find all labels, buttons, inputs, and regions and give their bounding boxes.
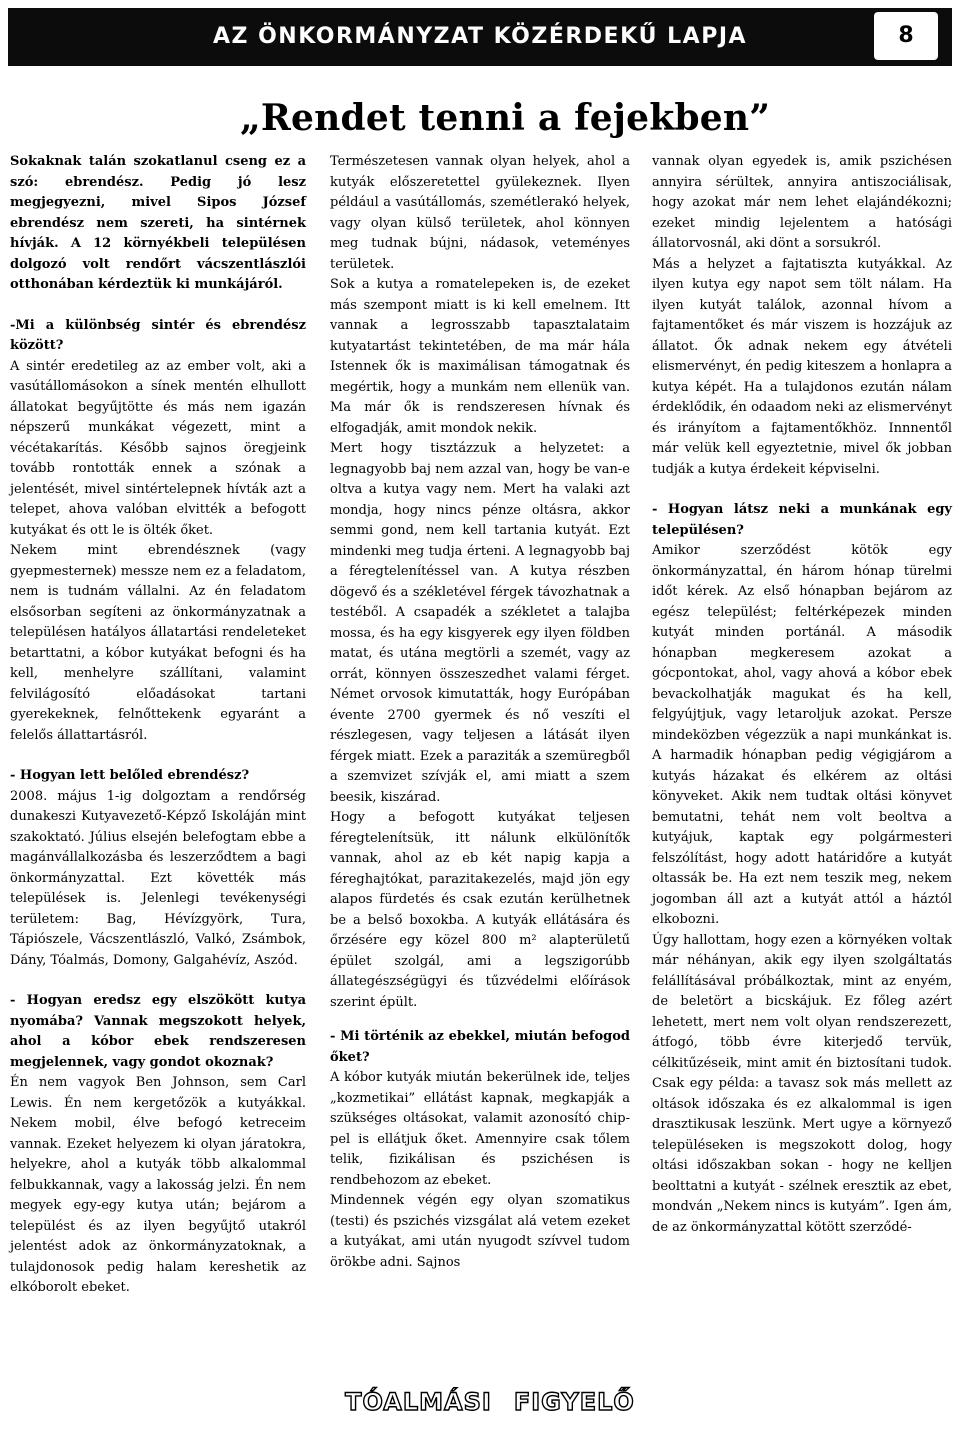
article-lead: Sokaknak talán szokatlanul cseng ez a szó: ebrendész. Pedig jó lesz megjegyezni, mivel Sipos József ebrendész nem szereti, ha sintérnek hívják. A 12 környékbeli településen dolgozó volt rendőrt vácszentlászlói otthonában kérdeztük ki munkájáról. bbox=[10, 154, 306, 292]
interview-answer: Mindennek végén egy olyan szomatikus (testi) és pszichés vizsgálat alá vetem ezeket a kutyákat, ami után nyugodt szívvel tudom örökbe adni. Sajnos bbox=[330, 1193, 630, 1270]
interview-answer: 2008. május 1-ig dolgoztam a rendőrség dunakeszi Kutyavezető-Képző Iskoláján mint szakoktató. Július elsején belefogtam ebbe a magánvállalkozásba és leszerződtem a bagi önkormányzattal. Ezt követték más települések is. Jelenlegi tevékenységi területem: Bag, Hévízgyörk, Tura, Tápiószele, Vácszentlászló, Valkó, Zsámbok, Dány, Tóalmás, Domony, Galgahévíz, Aszód. bbox=[10, 788, 306, 968]
interview-answer: Más a helyzet a fajtatiszta kutyákkal. Az ilyen kutya egy napot sem tölt nálam. Ha ilyen kutyát találok, azonnal hívom a fajtamentőket és már viszem is hozzájuk az állatot. Ők adnak nekem egy átvételi elismervényt, én pedig kiteszem a honlapra a kutya képét. Ha a tulajdonos ezután nálam érdeklődik, én odaadom neki az elismervényt és irányítom a fajtamentőkhöz. Innnentől már velük kell egyeztetnie, mivel ők jobban tudják a kutya érdekeit képviselni. bbox=[652, 256, 952, 477]
interview-answer: A sintér eredetileg az az ember volt, aki a vasútállomásokon a sínek mentén elhullott állatokat begyűjtötte és más nem igazán népszerű munkákat végezett, mint a vécétakarítás. Később sajnos öregjeink tovább rontották ennek a szónak a jelentését, mivel sintértelepnek hívták azt a telepet, ahova valóban elvitték a befogott kutyákat és ott le is ölték őket. bbox=[10, 358, 306, 538]
interview-answer: Mert hogy tisztázzuk a helyzetet: a legnagyobb baj nem azzal van, hogy be van-e oltva a kutya vagy nem. Mert ha valaki azt mondja, hogy nincs pénze oltásra, akkor semmi gond, nem kell tartania kutyát. Ezt mindenki meg tudja érteni. A legnagyobb baj a féregtelenítéssel van. A kutya részben dögevő és a székletével férgek távozhatnak a testéből. A csapadék a székletet a talajba mossa, és ha egy kisgyerek egy ilyen földben matat, és utána megtörli a szemét, vagy az orrát, könnyen összeszedhet valami férget. Német orvosok kimutatták, hogy Európában évente 2700 gyermek és nő veszíti el részlegesen, vagy teljesen a látását ilyen férgek miatt. Ezek a paraziták a szemüregből a szemvizet szívják el, ami miatt a szem beesik, kiszárad. bbox=[330, 441, 630, 805]
interview-answer: vannak olyan egyedek is, amik pszichésen annyira sérültek, annyira antiszociálisak, hogy azokat már nem lehet elajándékozni; ezeket mindig lejelentem a hatósági állatorvosnál, aki dönt a sorsukról. bbox=[652, 154, 952, 251]
interview-answer: Természetesen vannak olyan helyek, ahol a kutyák előszeretettel gyülekeznek. Ilyen például a vasútállomás, szemétlerakó helyek, vagy olyan külső területek, ahol könnyen meg tudnak bújni, nádasok, veteményes területek. bbox=[330, 154, 630, 272]
interview-answer: Úgy hallottam, hogy ezen a környéken voltak már néhányan, akik egy ilyen szolgáltatás felállításával próbálkoztak, mint az enyém, de beletört a bicskájuk. Ez főleg azért lehetett, mert nem volt olyan rendszerezett, átfogó, több évre kiterjedő tervük, célkitűzéseik, mint amit én biztosítani tudok. Csak egy példa: a tavasz sok más mellett az oltások időszaka és ez alkalommal is igen drasztikusak leszünk. Mert ugye a környező településeken is megszokott dolog, hogy oltási időszakban sokan - hogy ne kelljen beolttatni a kutyát - szélnek eresztik az ebet, mondván „Nekem nincs is kutyám”. Igen ám, de az önkormányzattal kötött szerződé- bbox=[652, 932, 952, 1235]
article-column-3 bbox=[652, 152, 952, 1238]
logo-word: TÓALMÁSI bbox=[345, 1388, 492, 1416]
interview-question: - Mi történik az ebekkel, miután befogod őket? bbox=[330, 1029, 630, 1065]
interview-answer: A kóbor kutyák miután bekerülnek ide, teljes „kozmetikai” ellátást kapnak, megkapják a szükséges oltásokat, valamit azonosító chip-pel is ellátjuk őket. Amennyire csak tőlem telik, fizikálisan és pszichésen is rendbehozom az ebeket. bbox=[330, 1070, 630, 1188]
header-title: AZ ÖNKORMÁNYZAT KÖZÉRDEKŰ LAPJA bbox=[212, 24, 748, 49]
newspaper-logo bbox=[300, 1388, 680, 1416]
interview-answer: Nekem mint ebrendésznek (vagy gyepmesternek) messze nem ez a feladatom, nem is tudnám vállalni. Az én feladatom elsősorban segíteni az önkormányzatnak a településen hatályos állatartási rendeleteket betarttatni, a kóbor kutyákat befogni és ha kell, menhelyre szállítani, valamint felvilágosító előadásokat tartani gyerekeknek, felnőttekenk egyaránt a felelős állattartásról. bbox=[10, 543, 306, 743]
article-column-2 bbox=[330, 152, 630, 1273]
interview-answer: Hogy a befogott kutyákat teljesen féregtelenítsük, itt nálunk elkülönítők vannak, ahol az eb két napig kapja a féreghajtókat, parazitakezelés, majd jön egy alapos fürdetés és csak ezután kerülhetnek be a belső boxokba. A kutyák ellátására és őrzésére egy közel 800 m² alapterületű épület szolgál, ami a legszigorúbb állategészségügyi és tűzvédelmi előírások szerint épült. bbox=[330, 810, 630, 1010]
header-bar bbox=[8, 8, 952, 66]
interview-answer: Én nem vagyok Ben Johnson, sem Carl Lewis. Én nem kergetőzök a kutyákkal. Nekem mobil, élve befogó ketreceim vannak. Ezeket helyezem ki olyan járatokra, helyekre, ahol a kutyák több alkalommal felbukkannak, vagy a lakosság jelzi. Én nem megyek egy-egy kutya után; bejárom a települést és az ilyen begyűjtő utakról jelentést adok az önkormányzatoknak, a tulajdonosok pedig halam kereshetik az elkóborolt ebeket. bbox=[10, 1075, 306, 1295]
interview-question: - Hogyan eredsz egy elszökött kutya nyomába? Vannak megszokott helyek, ahol a kóbor ebek rendszeresen megjelennek, vagy gondot okoznak? bbox=[10, 993, 306, 1070]
logo-word: FIGYELŐ bbox=[513, 1388, 635, 1416]
page-number: 8 bbox=[898, 23, 914, 48]
interview-answer: Amikor szerződést kötök egy önkormányzattal, én három hónap türelmi időt kérek. Az első hónapban bejárom az egész települést; feltérképezek minden kutyát minden portánál. A második hónapban megkeresem azokat a gócpontokat, ahol, vagy ahová a kóbor ebek bevackolhatják magukat és ha kell, felgyújtjuk, vagy letaroljuk azokat. Persze mindeközben végezzük a napi munkánkat is. A harmadik hónapban pedig végigjárom a kutyás házakat és elkérem az oltási könyveket. Akik nem tudtak oltási könyvet bemutatni, tehát nem volt beoltva a kutyájuk, kaptak egy polgármesteri felszólítást, hogy adott határidőre a kutyát oltassák be. Ha ezt nem teszik meg, nekem jogomban áll azt a kutyát attól a háztól elkobozni. bbox=[652, 543, 952, 927]
interview-answer: Sok a kutya a romatelepeken is, de ezeket más szempont miatt is ki kell emelnem. Itt vannak a legrosszabb tapasztalataim kutyatartást tekintetében, de ma már hála Istennek ők is maximálisan támogatnak és megértik, hogy a munkám nem ellenük van. Ma már ők is rendszeresen hívnak és elfogadják, amit mondok nekik. bbox=[330, 277, 630, 436]
interview-question: -Mi a különbség sintér és ebrendész között? bbox=[10, 317, 306, 353]
page-number-box bbox=[874, 12, 938, 60]
article-column-1 bbox=[10, 152, 306, 1299]
interview-question: - Hogyan lett belőled ebrendész? bbox=[10, 768, 250, 783]
article-title: „Rendet tenni a fejekben” bbox=[240, 97, 771, 139]
interview-question: - Hogyan látsz neki a munkának egy településen? bbox=[652, 502, 952, 538]
